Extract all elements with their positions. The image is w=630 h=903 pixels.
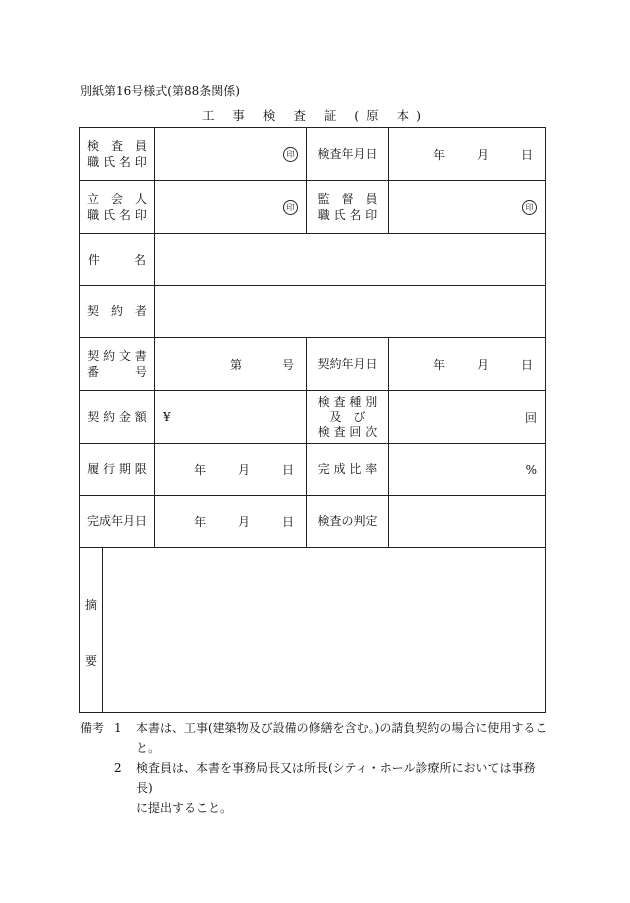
completion-date-label: 完成年月日 bbox=[80, 496, 155, 548]
table-row bbox=[80, 338, 546, 391]
notes-section: 備考 1 本書は、工事(建築物及び設備の修繕を含む。)の請負契約の場合に使用するこ と。 2 検査員は、本書を事務局長又は所長(シティ・ホール診療所においては事務長) に提出すること。 bbox=[80, 718, 550, 818]
contract-doc-no-label: 契 約 文 書 番 号 bbox=[80, 338, 155, 391]
witness-label: 立 会 人 職 氏 名 印 bbox=[80, 181, 155, 234]
completion-date-cell[interactable]: 年 月 日 bbox=[155, 496, 307, 548]
supervisor-name-cell[interactable] bbox=[389, 181, 546, 234]
table-row bbox=[80, 181, 546, 234]
table-row bbox=[80, 444, 546, 496]
currency-symbol: ¥ bbox=[163, 410, 171, 424]
table-row bbox=[80, 391, 546, 444]
inspector-name-cell[interactable] bbox=[155, 128, 307, 181]
inspection-form-table bbox=[79, 127, 546, 713]
summary-label-top: 摘 bbox=[84, 598, 97, 612]
table-row bbox=[80, 496, 546, 548]
subject-cell[interactable] bbox=[155, 234, 546, 286]
notes-heading: 備考 bbox=[80, 721, 105, 735]
note-item: 2 検査員は、本書を事務局長又は所長(シティ・ホール診療所においては事務長) bbox=[114, 761, 536, 795]
inspection-type-label: 検 査 種 別 及 び 検 査 回 次 bbox=[307, 391, 389, 444]
summary-label-column bbox=[80, 548, 103, 712]
completion-rate-label: 完 成 比 率 bbox=[307, 444, 389, 496]
contract-doc-no-cell[interactable]: 第 号 bbox=[155, 338, 307, 391]
seal-mark: 印 bbox=[283, 147, 298, 162]
contractor-cell[interactable] bbox=[155, 286, 546, 338]
contract-amount-cell[interactable] bbox=[155, 391, 307, 444]
contract-amount-label: 契 約 金 額 bbox=[80, 391, 155, 444]
seal-mark: 印 bbox=[522, 200, 537, 215]
form-number: 別紙第16号様式(第88条関係) bbox=[80, 84, 240, 98]
judgment-cell[interactable] bbox=[389, 496, 546, 548]
performance-period-cell[interactable]: 年 月 日 bbox=[155, 444, 307, 496]
summary-label-bottom: 要 bbox=[84, 654, 97, 668]
seal-mark: 印 bbox=[283, 200, 298, 215]
inspection-count-cell[interactable]: 回 bbox=[389, 391, 546, 444]
inspector-label: 検 査 員 職 氏 名 印 bbox=[80, 128, 155, 181]
completion-rate-cell[interactable]: % bbox=[389, 444, 546, 496]
table-row bbox=[80, 128, 546, 181]
summary-cell[interactable] bbox=[80, 548, 546, 713]
supervisor-label: 監 督 員 職 氏 名 印 bbox=[307, 181, 389, 234]
witness-name-cell[interactable] bbox=[155, 181, 307, 234]
table-row bbox=[80, 234, 546, 286]
subject-label: 件 名 bbox=[80, 234, 155, 286]
contract-date-cell[interactable]: 年 月 日 bbox=[389, 338, 546, 391]
contract-date-label: 契約年月日 bbox=[307, 338, 389, 391]
document-title: 工 事 検 査 証 (原 本) bbox=[201, 108, 429, 123]
performance-period-label: 履 行 期 限 bbox=[80, 444, 155, 496]
contractor-label: 契 約 者 bbox=[80, 286, 155, 338]
inspection-date-label: 検査年月日 bbox=[307, 128, 389, 181]
table-row bbox=[80, 548, 546, 713]
note-item: 備考 1 本書は、工事(建築物及び設備の修繕を含む。)の請負契約の場合に使用するこ bbox=[80, 718, 550, 738]
judgment-label: 検査の判定 bbox=[307, 496, 389, 548]
inspection-date-cell[interactable]: 年 月 日 bbox=[389, 128, 546, 181]
table-row bbox=[80, 286, 546, 338]
